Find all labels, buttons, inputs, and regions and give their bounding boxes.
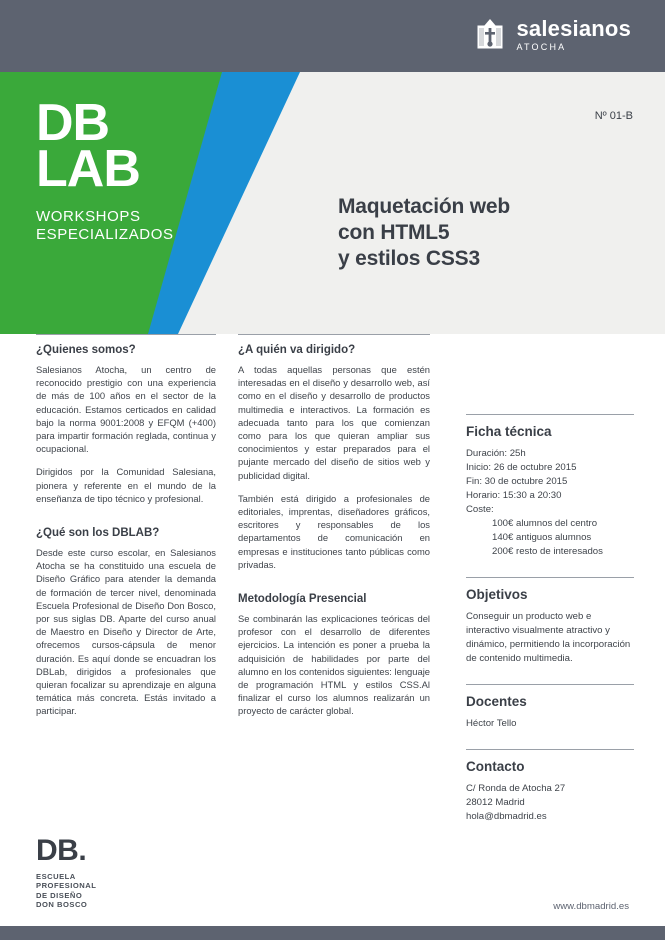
section-title-a-quien-va-dirigido: ¿A quién va dirigido? [238, 344, 356, 356]
divider [466, 684, 634, 685]
paragraph-objetivos: Conseguir un producto web e interactivo visualmente atractivo y dinámico, permitiendo la incorporación de contenido multimedia. [466, 611, 631, 664]
section-title-que-son-dblab: ¿Qué son los DBLAB? [36, 527, 160, 540]
divider [466, 749, 634, 750]
salesianos-logo-icon [474, 18, 506, 52]
block-ficha-tecnica [466, 414, 634, 559]
ficha-fin: Fin: 30 de octubre 2015 [466, 476, 568, 487]
ficha-duracion: Duración: 25h [466, 448, 526, 459]
section-title-metodologia: Metodología Presencial [238, 593, 367, 606]
contacto-ciudad: 28012 Madrid [466, 797, 525, 808]
paragraph-dirigido-2: También está dirigido a profesionales de editoriales, imprentas, diseñadores gráficos, escritores y responsables de los departamentos de comunicación en empresas e instituciones tanto públicas como privadas. [238, 492, 430, 570]
brand-logo [474, 18, 631, 52]
db-logo-text: DB. [36, 834, 87, 867]
block-docentes [466, 684, 634, 731]
course-title-line1: Maquetación web [338, 195, 511, 218]
section-title-objetivos: Objetivos [466, 587, 528, 602]
divider [36, 334, 216, 335]
contacto-email[interactable]: hola@dbmadrid.es [466, 811, 547, 822]
block-objetivos [466, 577, 634, 666]
ficha-coste-label: Coste: [466, 504, 494, 515]
ficha-coste-resto: 200€ resto de interesados [492, 546, 603, 557]
contacto-direccion: C/ Ronda de Atocha 27 [466, 783, 566, 794]
section-title-quienes-somos: ¿Quienes somos? [36, 344, 136, 356]
db-logo-sub2: PROFESIONAL [36, 881, 97, 891]
dblab-sub2: ESPECIALIZADOS [36, 226, 174, 243]
divider [238, 334, 430, 335]
db-escuela-logo [36, 836, 96, 910]
docente-nombre: Héctor Tello [466, 718, 517, 729]
ficha-inicio: Inicio: 26 de octubre 2015 [466, 462, 577, 473]
divider [466, 577, 634, 578]
dblab-line1: DB [36, 94, 110, 152]
db-logo-sub3: DE DISEÑO [36, 890, 83, 900]
website-url[interactable]: www.dbmadrid.es [553, 901, 629, 912]
column-audience [238, 334, 430, 728]
column-about [36, 334, 216, 728]
paragraph-que-son-dblab: Desde este curso escolar, en Salesianos Atocha se ha constituido una escuela de Diseño Gráfico para atender la demanda de formación de tercer nivel, denominada Escuela Profesional de Diseño Don Bosco, por sus siglas DB. Aparte del curso anual de Maestro en Diseño y Director de Arte, ofrecemos cursos-cápsula de menor duración. Es aquí donde se encuadran los DBLab, dirigidos a profesionales que quieran focalizar su aprendizaje en alguna temática más concreta. Estás invitado a participar. [36, 547, 216, 717]
course-title [338, 194, 510, 272]
ficha-coste-centro: 100€ alumnos del centro [492, 518, 598, 529]
paragraph-metodologia: Se combinarán las explicaciones teóricas del profesor con el desarrollo de diferentes ejercicios. La intención es poner a prueba la adquisición de habilidades por parte del alumno en los contenidos siguientes: lenguaje de programación HTML y estilos CSS.Al finalizar el curso los alumnos realizarán un proyecto de carácter global. [238, 613, 430, 717]
ficha-horario: Horario: 15:30 a 20:30 [466, 490, 562, 501]
divider [466, 414, 634, 415]
footer-bar [0, 926, 665, 940]
issue-number: Nº 01-B [594, 110, 633, 122]
ficha-coste-antiguos: 140€ antiguos alumnos [492, 532, 592, 543]
content-columns [0, 334, 665, 824]
section-title-docentes: Docentes [466, 694, 527, 709]
brand-name: salesianos [516, 16, 631, 41]
dblab-logo [36, 94, 174, 244]
brand-subtitle: ATOCHA [516, 42, 567, 52]
db-logo-sub4: DON BOSCO [36, 900, 88, 910]
paragraph-quienes-somos-1: Salesianos Atocha, un centro de reconocido prestigio con una experiencia de más de 100 años en el sector de la educación. Estamos certicados en calidad bajo la norma 9001:2008 y EFQM (+400) para impartir formación reglada, continua y ocupacional. [36, 364, 216, 455]
spacer [36, 515, 216, 527]
course-title-line3: y estilos CSS3 [338, 247, 480, 270]
top-bar [0, 0, 665, 72]
paragraph-quienes-somos-2: Dirigidos por la Comunidad Salesiana, pionera y referente en el mundo de la enseñanza de tipo técnico y profesional. [36, 466, 216, 504]
paragraph-dirigido-1: A todas aquellas personas que estén interesadas en el diseño y desarrollo web, así como en el diseño y desarrollo de productos multimedia e interactivos. La formación es adecuada tanto para los que comienzan como para los que quieran ampliar sus conocimientos y estar preparados para el pujante mercado del diseño de sitios web y publicidad digital. [238, 364, 430, 481]
hero-section [0, 72, 665, 334]
db-logo-sub [36, 872, 96, 910]
dblab-line2: LAB [36, 140, 140, 198]
course-title-line2: con HTML5 [338, 221, 450, 244]
section-title-ficha-tecnica: Ficha técnica [466, 424, 552, 439]
db-logo-sub1: ESCUELA [36, 872, 76, 881]
section-title-contacto: Contacto [466, 759, 525, 774]
column-details [466, 414, 634, 856]
footer [0, 824, 665, 940]
dblab-sub1: WORKSHOPS [36, 208, 141, 225]
spacer [238, 581, 430, 593]
brand-text [516, 18, 631, 52]
